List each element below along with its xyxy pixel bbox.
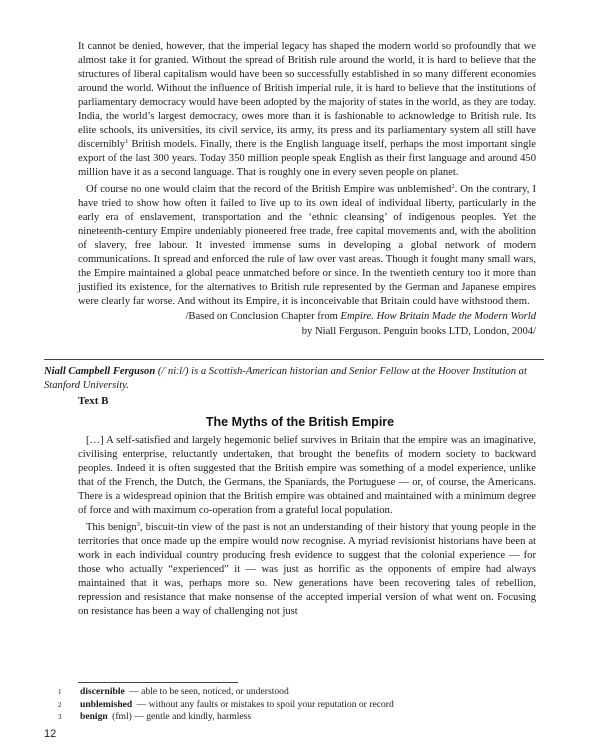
text-a — [78, 40, 536, 339]
text-b-heading: The Myths of the British Empire — [205, 415, 395, 429]
source-book-title: Empire. How Britain Made the Modern World — [340, 311, 536, 322]
footnote-number: 2 — [58, 700, 62, 709]
source-prefix: /Based on Conclusion Chapter from — [185, 311, 341, 322]
text-b-label: Text B — [78, 395, 109, 407]
footnote-2 — [58, 699, 538, 712]
text-a-paragraph-1 — [78, 40, 536, 180]
source-citation-line-1 — [78, 310, 536, 324]
author-description: is a Scottish-American historian and Senior Fellow at the Hoover Institution at Stanford University. — [44, 366, 527, 391]
footnote-term: benign — [80, 711, 108, 722]
page-number: 12 — [44, 728, 57, 740]
text-b-p2-start: This benign — [86, 522, 137, 533]
footnote-number: 1 — [58, 688, 62, 696]
text-a-p1-start: It cannot be denied, however, that the imperial legacy has shaped the modern world so profoundly that we almost take it for granted. Without the spread of British rule around the world, it is hard to believe that the structures of liberal capitalism would have been so successfully established in so many different economies around the world. Without the influence of British imperial rule, it is hard to believe that the institutions of parliamentary democracy would have been adopted by the majority of states in the world, as they are today. India, the world’s largest democracy, owes more than it is fashionable to acknowledge to British rule. Its elite schools, its universities, its civil service, its army, its press and its parliamentary system all still have discernibly — [78, 41, 536, 150]
footnote-ref-1: 1 — [125, 138, 129, 145]
footnote-term: discernible — [80, 686, 125, 697]
source-citation-line-2: by Niall Ferguson. Penguin books LTD, London, 2004/ — [301, 326, 536, 337]
footnote-definition: — able to be seen, noticed, or understood — [126, 686, 289, 697]
text-a-p2-start: Of course no one would claim that the record of the British Empire was unblemished — [86, 184, 452, 195]
footnote-ref-3: 3 — [136, 521, 140, 528]
footnotes — [58, 686, 538, 724]
text-a-paragraph-2 — [78, 183, 536, 309]
text-b-paragraph-1: […] A self-satisfied and largely hegemonic belief survives in Britain that the empire was an imaginative, civilising enterprise, reluctantly undertaken, that brought the benefits of modern society to backward peoples. Indeed it is often suggested that the British empire was something of a model experience, unlike that of the French, the Dutch, the Germans, the Spaniards, the Portuguese — or, of course, the Americans. There is a widespread opinion that the British empire was obtained and maintained with a minimum degree of force and with maximum co-operation from a grateful local population. — [78, 435, 536, 516]
footnote-number: 3 — [58, 713, 62, 721]
footnote-divider — [78, 682, 238, 683]
author-note-text — [44, 365, 544, 393]
footnote-term: unblemished — [80, 698, 133, 710]
text-b — [78, 434, 536, 619]
author-name: Niall Campbell Ferguson — [44, 366, 156, 377]
footnote-ref-2: 2 — [451, 183, 455, 190]
text-b-p2-end: , biscuit-tin view of the past is not an understanding of their history that young people in the territories that once made up the empire would now recognise. A myriad revisionist historians have been at work in each individual country producing fresh evidence to suggest that the colonial experience — for those who actually “experienced” it — was just as horrific as the opponents of empire had always maintained that it was, perhaps more so. New generations have been recovering tales of rebellion, repression and resistance that make nonsense of the accepted imperial version of what went on. Focusing on resistance has been a way of challenging not just — [78, 522, 536, 617]
text-a-p2-end: . On the contrary, I have tried to show how often it failed to live up to its own ideal of individual liberty, particularly in the early era of enslavement, transportation and the ‘ethnic cleansing’ of indigenous peoples. Yet the nineteenth-century Empire undeniably pioneered free trade, free capital movements and, with the abolition of slavery, free labour. It invested immense sums in developing a global network of modern communications. It spread and enforced the rule of law over vast areas. Though it fought many small wars, the Empire maintained a global peace unmatched before or since. In the twentieth century too it more than justified its existence, for the alternatives to British rule represented by the German and Japanese empires were clearly far worse. And without its Empire, it is inconceivable that Britain could have withstood them. — [78, 184, 536, 307]
footnote-3 — [58, 711, 538, 724]
text-b-paragraph-2 — [78, 521, 536, 619]
footnote-definition: (fml) — gentle and kindly, harmless — [109, 711, 252, 722]
footnote-definition: — without any faults or mistakes to spoil your reputation or record — [134, 698, 394, 710]
author-note — [44, 359, 544, 393]
text-a-p1-end: British models. Finally, there is the English language itself, perhaps the most important single export of the last 300 years. Today 350 million people speak English as their first language and around 450 million have it as a second language. That is roughly one in every seven people on planet. — [78, 139, 536, 178]
author-pronunciation: (/ˈniːl/) — [155, 366, 189, 377]
footnote-1 — [58, 686, 538, 699]
